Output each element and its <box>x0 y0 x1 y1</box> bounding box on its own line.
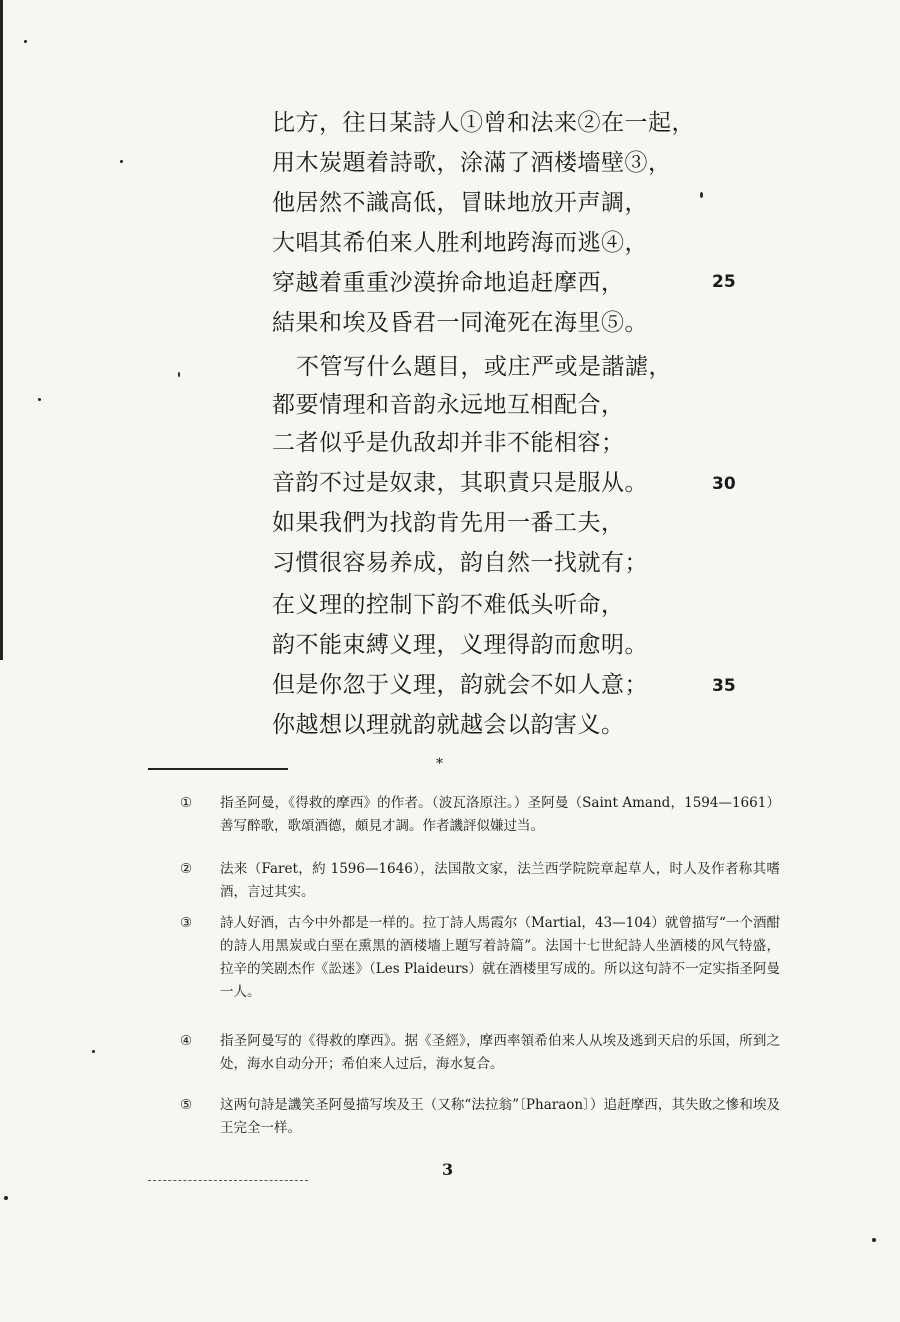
scan-speck <box>120 160 123 163</box>
scan-speck <box>24 40 27 43</box>
poem-line: 比方，往日某詩人①曾和法来②在一起， <box>272 110 695 136</box>
footnote-number: ④ <box>180 1033 193 1049</box>
poem-line: 但是你忽于义理，韵就会不如人意； <box>272 672 648 698</box>
poem-line: 你越想以理就韵就越会以韵害义。 <box>272 712 625 738</box>
footnote-text: 这两句詩是譏笑圣阿曼描写埃及王（又称“法拉翁”〔Pharaon〕）追赶摩西，其失敗之慘和埃及王完全一样。 <box>220 1097 780 1136</box>
footnote-text: 詩人好酒，古今中外都是一样的。拉丁詩人馬霞尔（Martial，43—104）就曾描写“一个酒酣的詩人用黑炭或白堊在熏黑的酒楼墻上題写着詩篇”。法国十七世紀詩人坐酒楼的风气特盛，拉辛的笑剧杰作《訟迷》（Les Plaideurs）就在酒楼里写成的。所以这句詩不一定实指圣阿曼一人。 <box>220 915 780 1000</box>
footnote-5 <box>180 1094 780 1140</box>
scan-speck <box>38 398 41 401</box>
line-number: 25 <box>712 272 736 292</box>
footnote-text: 指圣阿曼写的《得救的摩西》。据《圣經》，摩西率領希伯来人从埃及逃到天启的乐国，所到之处，海水自动分开；希伯来人过后，海水复合。 <box>220 1033 780 1072</box>
footnote-1 <box>180 792 780 838</box>
poem-line: 二者似乎是仇敌却并非不能相容； <box>272 430 625 456</box>
footnote-mark: * <box>436 756 443 772</box>
scan-speck <box>4 1196 8 1200</box>
poem-line: 如果我們为找韵肯先用一番工夫， <box>272 510 625 536</box>
footnote-2 <box>180 858 780 904</box>
scan-edge <box>0 0 3 660</box>
line-number: 30 <box>712 474 736 494</box>
footnote-number: ② <box>180 861 193 877</box>
page-number: 3 <box>442 1160 454 1179</box>
bottom-dashed-rule <box>148 1180 308 1182</box>
poem-line: 不管写什么題目，或庄严或是諧謔， <box>296 354 672 380</box>
footnote-4 <box>180 1030 780 1076</box>
scan-speck <box>178 372 180 377</box>
poem-line: 用木炭題着詩歌，涂滿了酒楼墻壁③， <box>272 150 672 176</box>
scan-speck <box>700 192 703 198</box>
poem-line: 音韵不过是奴隶，其职責只是服从。 <box>272 470 648 496</box>
scan-speck <box>872 1238 876 1242</box>
footnote-text: 指圣阿曼，《得救的摩西》的作者。（波瓦洛原注。）圣阿曼（Saint Amand，1594—1661）善写醉歌，歌頌酒德，頗見才調。作者譏評似嫌过当。 <box>220 795 780 834</box>
scan-speck <box>92 1050 95 1053</box>
poem-line: 穿越着重重沙漠拚命地追赶摩西， <box>272 270 625 296</box>
footnote-number: ③ <box>180 915 193 931</box>
poem-line: 大唱其希伯来人胜利地跨海而逃④， <box>272 230 648 256</box>
poem-line: 都要情理和音韵永远地互相配合， <box>272 392 625 418</box>
poem-line: 在义理的控制下韵不难低头听命， <box>272 592 625 618</box>
line-number: 35 <box>712 676 736 696</box>
poem-line: 結果和埃及昏君一同淹死在海里⑤。 <box>272 310 648 336</box>
poem-line: 习慣很容易养成，韵自然一找就有； <box>272 550 648 576</box>
poem-line: 他居然不識高低，冒昧地放开声調， <box>272 190 648 216</box>
poem-line: 韵不能束縛义理，义理得韵而愈明。 <box>272 632 648 658</box>
footnote-number: ⑤ <box>180 1097 193 1113</box>
footnote-text: 法来（Faret，約 1596—1646），法国散文家，法兰西学院院章起草人，时人及作者称其嗜酒，言过其实。 <box>220 861 780 900</box>
footnote-3 <box>180 912 780 1004</box>
footnote-separator <box>148 768 288 770</box>
footnote-number: ① <box>180 795 193 811</box>
